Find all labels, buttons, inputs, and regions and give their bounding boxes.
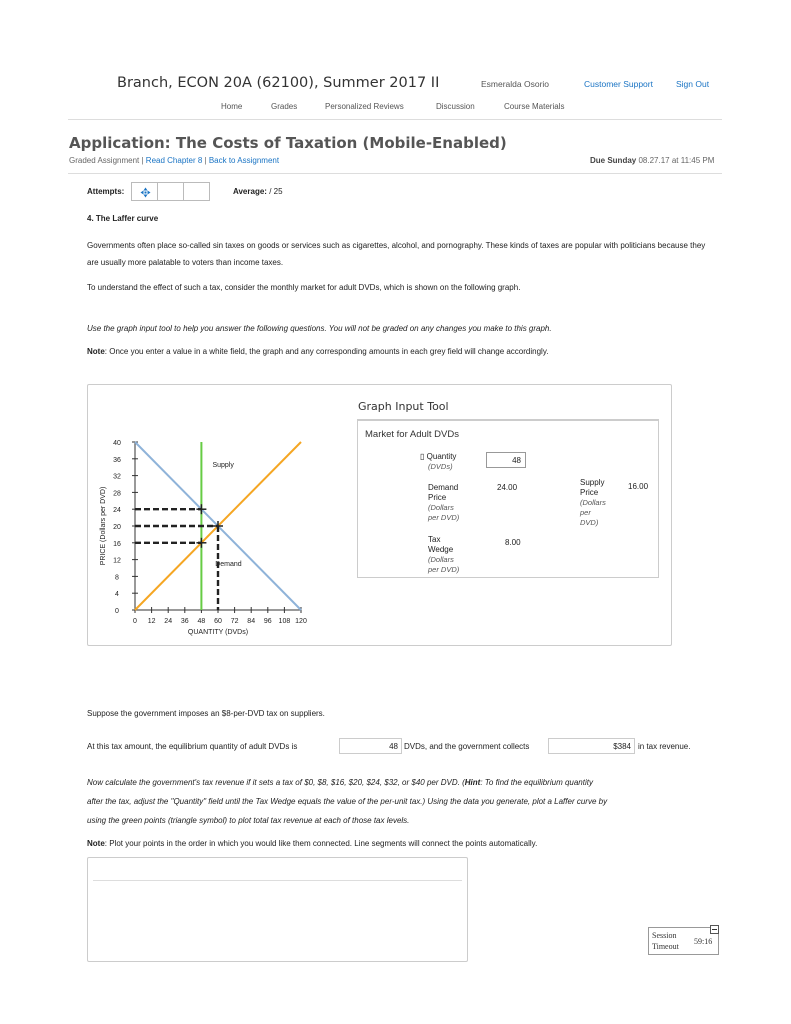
tax-wedge-value: 8.00 bbox=[505, 538, 521, 547]
laffer-panel-divider bbox=[93, 880, 462, 881]
average bbox=[233, 187, 283, 196]
x-tick-label: 0 bbox=[133, 618, 137, 625]
laffer-instruction-1 bbox=[87, 774, 717, 791]
x-tick-label: 48 bbox=[197, 618, 206, 625]
attempt-box-2 bbox=[157, 182, 184, 201]
attempt-box-1 bbox=[131, 182, 158, 201]
supply-price-label-1: Supply bbox=[580, 478, 605, 487]
tax-wedge-group bbox=[428, 535, 459, 575]
user-name: Esmeralda Osorio bbox=[481, 79, 550, 89]
quantity-unit: (DVDs) bbox=[428, 462, 453, 471]
y-axis-label: PRICE (Dollars per DVD) bbox=[100, 486, 107, 566]
demand-price-unit-2: per DVD) bbox=[428, 513, 460, 522]
y-tick-label: 32 bbox=[113, 473, 121, 481]
nav-course-materials[interactable]: Course Materials bbox=[504, 102, 565, 111]
question-paragraph-1: Governments often place so-called sin taxes on goods or services such as cigarettes, alcohol, and pornography. These kinds of taxes are popular with politicians because they are usually more palatable to voters than income taxes. bbox=[87, 241, 706, 267]
laffer-instruction-2: after the tax, adjust the "Quantity" field until the Tax Wedge equals the value of the per-unit tax.) Using the data you generate, plot a Laffer curve by bbox=[87, 797, 608, 806]
demand-label: Demand bbox=[215, 560, 242, 568]
x-tick-label: 12 bbox=[147, 618, 156, 625]
y-tick-label: 24 bbox=[113, 507, 121, 515]
market-title: Market for Adult DVDs bbox=[365, 429, 459, 440]
equilibrium-quantity-field: 48 bbox=[339, 738, 402, 754]
due-label: Due Sunday bbox=[590, 156, 637, 165]
back-to-assignment-link[interactable]: Back to Assignment bbox=[208, 156, 280, 165]
average-label: Average: bbox=[233, 187, 267, 196]
course-title: Branch, ECON 20A (62100), Summer 2017 II bbox=[117, 75, 440, 91]
tax-wedge-label-1: Tax bbox=[428, 535, 441, 544]
session-label bbox=[652, 930, 679, 952]
nav-home[interactable]: Home bbox=[221, 102, 243, 111]
quantity-label-group bbox=[420, 452, 456, 472]
attempt-box-3 bbox=[183, 182, 210, 201]
x-tick-label: 36 bbox=[180, 618, 189, 625]
note-1-text: : Once you enter a value in a white field, the graph and any corresponding amounts in each grey field will change accordingly. bbox=[104, 347, 549, 356]
laffer-instruction-3: using the green points (triangle symbol) to plot total tax revenue at each of those tax levels. bbox=[87, 816, 410, 825]
x-tick-label: 108 bbox=[278, 618, 291, 625]
assignment-type: Graded Assignment bbox=[69, 156, 140, 165]
due-date bbox=[590, 156, 714, 165]
sign-out-link[interactable]: Sign Out bbox=[676, 79, 710, 89]
laffer-graph-panel[interactable] bbox=[87, 857, 468, 962]
question-paragraph-2: To understand the effect of such a tax, consider the monthly market for adult DVDs, which is shown on the following graph. bbox=[87, 283, 521, 292]
supply-price-group bbox=[580, 478, 606, 528]
q-middle: DVDs, and the government collects bbox=[404, 742, 530, 751]
hint-label: Hint bbox=[464, 778, 481, 787]
y-tick-label: 12 bbox=[113, 557, 121, 565]
x-axis-label: QUANTITY (DVDs) bbox=[187, 629, 249, 636]
tax-wedge-label-2: Wedge bbox=[428, 545, 454, 554]
supply-price-unit-2: per bbox=[580, 508, 591, 517]
x-tick-label: 84 bbox=[247, 618, 256, 625]
note-2-text: : Plot your points in the order in which you would like them connected. Line segments will connect the points automatically. bbox=[104, 839, 538, 848]
question-title: 4. The Laffer curve bbox=[87, 214, 159, 223]
demand-price-label-1: Demand bbox=[428, 483, 459, 492]
title-divider bbox=[68, 173, 722, 174]
note-1 bbox=[87, 343, 717, 360]
due-date-value: 08.27.17 at 11:45 PM bbox=[638, 156, 715, 165]
q-prefix: At this tax amount, the equilibrium quantity of adult DVDs is bbox=[87, 742, 298, 751]
laffer-text-a: Now calculate the government's tax revenue if it sets a tax of $0, $8, $16, $20, $24, $32, or $40 per DVD. ( bbox=[87, 778, 465, 787]
x-tick-label: 72 bbox=[230, 618, 239, 625]
x-tick-label: 120 bbox=[295, 618, 307, 625]
tax-wedge-unit-1: (Dollars bbox=[428, 555, 454, 564]
checkbox-icon: ▯ bbox=[420, 452, 425, 461]
header-divider bbox=[68, 119, 722, 120]
assignment-subline: Graded Assignment | Read Chapter 8 | Back to Assignment bbox=[69, 156, 280, 165]
session-label-line1: Session bbox=[652, 931, 677, 940]
note-1-label: Note bbox=[87, 347, 105, 356]
y-tick-label: 20 bbox=[113, 524, 121, 531]
y-tick-label: 4 bbox=[115, 591, 119, 599]
y-tick-label: 40 bbox=[113, 440, 121, 447]
supply-price-value: 16.00 bbox=[628, 482, 649, 491]
demand-price-label-2: Price bbox=[428, 493, 447, 502]
y-tick-label: 0 bbox=[115, 608, 119, 615]
supply-label: Supply bbox=[212, 462, 234, 470]
supply-price-unit-3: DVD) bbox=[580, 518, 599, 527]
tax-revenue-field: $384 bbox=[548, 738, 635, 754]
graph-input-tool-title: Graph Input Tool bbox=[358, 400, 449, 413]
session-time: 59:16 bbox=[694, 937, 713, 946]
x-tick-label: 60 bbox=[214, 618, 222, 625]
nav-personalized-reviews[interactable]: Personalized Reviews bbox=[325, 102, 404, 111]
x-tick-label: 24 bbox=[164, 618, 173, 625]
demand-price-value: 24.00 bbox=[497, 483, 518, 492]
market-box bbox=[357, 420, 659, 578]
quantity-label-text: Quantity bbox=[426, 452, 457, 461]
customer-support-link[interactable]: Customer Support bbox=[584, 79, 653, 89]
nav-discussion[interactable]: Discussion bbox=[436, 102, 475, 111]
average-value: / 25 bbox=[269, 187, 283, 196]
tax-wedge-unit-2: per DVD) bbox=[428, 565, 460, 574]
nav-grades[interactable]: Grades bbox=[271, 102, 298, 111]
y-tick-label: 8 bbox=[115, 574, 119, 582]
demand-price-group bbox=[428, 483, 459, 523]
quantity-input[interactable]: 48 bbox=[486, 452, 526, 468]
y-tick-label: 16 bbox=[113, 540, 121, 548]
attempts-label: Attempts: bbox=[87, 187, 125, 196]
session-label-line2: Timeout bbox=[652, 942, 679, 951]
minimize-icon[interactable] bbox=[710, 925, 719, 934]
note-2-label: Note bbox=[87, 839, 105, 848]
q-suffix: in tax revenue. bbox=[638, 742, 691, 751]
supply-price-unit-1: (Dollars bbox=[580, 498, 606, 507]
supply-demand-chart[interactable] bbox=[95, 432, 325, 642]
laffer-text-b: : To find the equilibrium quantity bbox=[480, 778, 593, 787]
quantity-label bbox=[420, 452, 456, 462]
page-title: Application: The Costs of Taxation (Mobile-Enabled) bbox=[69, 134, 507, 152]
y-tick-label: 36 bbox=[113, 456, 121, 464]
tax-scenario: Suppose the government imposes an $8-per-DVD tax on suppliers. bbox=[87, 709, 325, 718]
note-2 bbox=[87, 835, 717, 852]
supply-price-label-2: Price bbox=[580, 488, 599, 497]
question-instruction: Use the graph input tool to help you answer the following questions. You will not be graded on any changes you make to this graph. bbox=[87, 324, 552, 333]
demand-price-unit-1: (Dollars bbox=[428, 503, 454, 512]
y-tick-label: 28 bbox=[113, 490, 121, 498]
read-chapter-link[interactable]: Read Chapter 8 bbox=[145, 156, 203, 165]
x-tick-label: 96 bbox=[263, 618, 272, 625]
move-icon bbox=[132, 183, 159, 202]
